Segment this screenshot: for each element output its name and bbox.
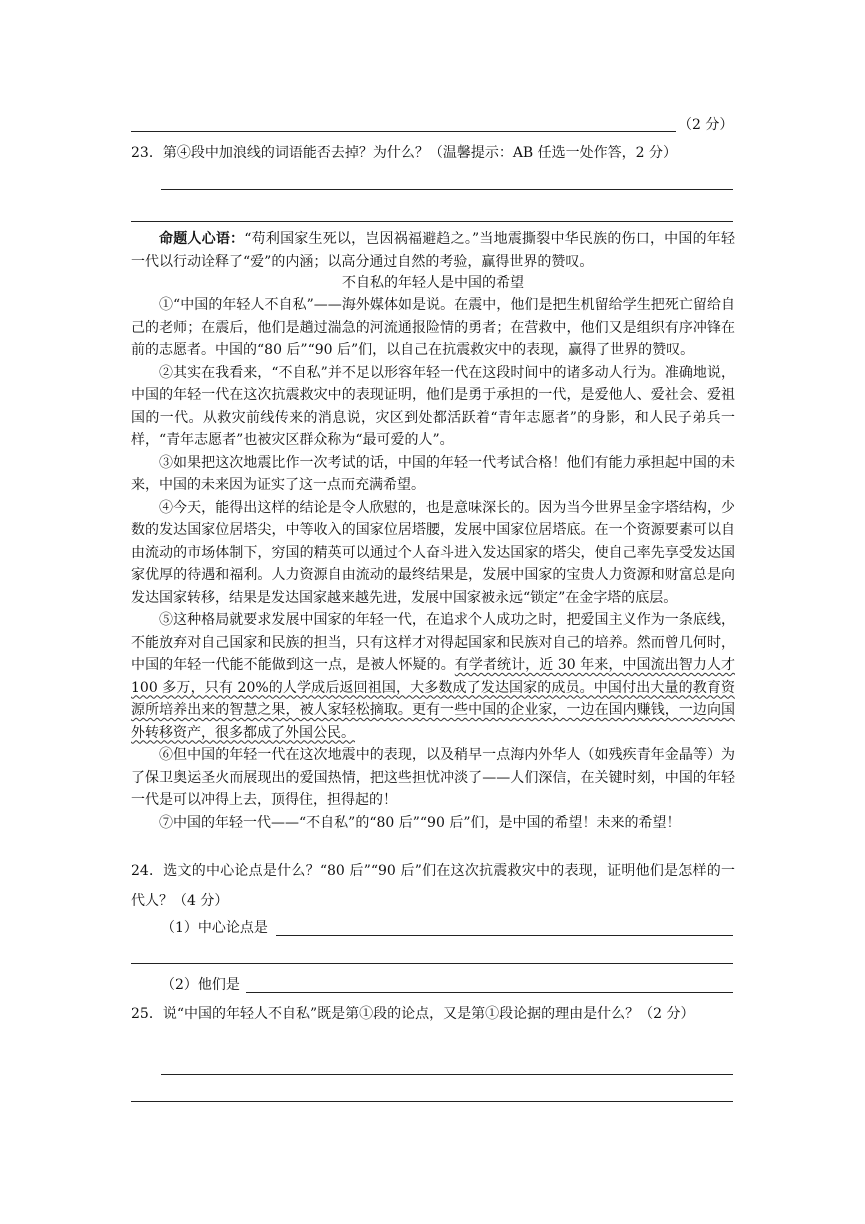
paragraph-5-text: ⑤这种格局就要求发展中国家的年轻一代，在追求个人成功之时，把爱国主义作为一条底线，不能放弃对自己国家和民族的担当，只有这样才对得起国家和民族对自己的培养。然而曾几何时，中国的年轻一代能不能做到这一点，是被人怀疑的。 <box>131 612 735 673</box>
paragraph-7: ⑦中国的年轻一代——“不自私”的“80 后”“90 后”们，是中国的希望！未来的希望！ <box>159 814 681 831</box>
essay-body <box>131 294 735 834</box>
essay-title: 不自私的年轻人是中国的希望 <box>342 275 524 291</box>
paragraph-1: ①“中国的年轻人不自私”——海外媒体如是说。在震中，他们是把生机留给学生把死亡留给自己的老师；在震后，他们是趟过湍急的河流通报险情的勇者；在营救中，他们又是组织有序冲锋在前的志愿者。中国的“80 后”“90 后”们，以自己在抗震救灾中的表现，赢得了世界的赞叹。 <box>131 297 735 358</box>
q24-part2-label: （2）他们是 <box>161 977 240 993</box>
q22-answer-line[interactable] <box>131 131 676 132</box>
paragraph-2: ②其实在我看来，“不自私”并不足以形容年轻一代在这段时间中的诸多动人行为。准确地说，中国的年轻一代在这次抗震救灾中的表现证明，他们是勇于承担的一代，是爱他人、爱社会、爱祖国的一代。从救灾前线传来的消息说，灾区到处都活跃着“青年志愿者”的身影，和人民子弟兵一样，“青年志愿者”也被灾区群众称为“最可爱的人”。 <box>131 364 735 448</box>
wavy-underlined-text: 有学者统计，近 30 年来，中国流出智力人才 100 多万，只有 20%的人学成后返回祖国，大多数成了发达国家的成员。中国付出大量的教育资源所培养出来的智慧之果，被人家轻松摘取。更有一些中国的企业家，一边在国内赚钱，一边向国外转移资产，很多都成了外国公民。 <box>131 657 735 741</box>
q24-part1-answer-line[interactable] <box>276 935 733 936</box>
q24-question: 24．选文的中心论点是什么？“80 后”“90 后”们在这次抗震救灾中的表现，证明他们是怎样的一代人？（4 分） <box>131 863 735 909</box>
author-note-text: “苟利国家生死以，岂因祸福避趋之。”当地震撕裂中华民族的伤口，中国的年轻一代以行动诠释了“爱”的内涵；以高分通过自然的考验，赢得世界的赞叹。 <box>131 231 736 270</box>
q23-question: 23．第④段中加浪线的词语能否去掉？为什么？（温馨提示：AB 任选一处作答，2 分） <box>131 145 678 161</box>
paragraph-5 <box>131 609 735 744</box>
q24-part1-answer-line-2[interactable] <box>131 963 733 964</box>
q22-score: （2 分） <box>678 117 734 133</box>
q23-answer-line-1[interactable] <box>161 189 733 190</box>
q24-part2-answer-line[interactable] <box>246 992 733 993</box>
author-note <box>131 228 735 273</box>
paragraph-3: ③如果把这次地震比作一次考试的话，中国的年轻一代考试合格！他们有能力承担起中国的未来，中国的未来因为证实了这一点而充满希望。 <box>131 454 735 493</box>
q25-answer-line-1[interactable] <box>161 1074 733 1075</box>
q25-answer-line-2[interactable] <box>131 1101 733 1102</box>
paragraph-6: ⑥但中国的年轻一代在这次地震中的表现，以及稍早一点海内外华人（如残疾青年金晶等）为了保卫奥运圣火而展现出的爱国热情，把这些担忧冲淡了——人们深信，在关键时刻，中国的年轻一代是可以冲得上去，顶得住，担得起的！ <box>131 747 735 808</box>
q23-answer-line-2[interactable] <box>131 221 733 222</box>
author-note-label: 命题人心语： <box>159 231 245 247</box>
q24-part1-label: （1）中心论点是 <box>161 920 268 936</box>
q25-question: 25．说“中国的年轻人不自私”既是第①段的论点，又是第①段论据的理由是什么？（2 分） <box>131 1006 695 1022</box>
paragraph-4: ④今天，能得出这样的结论是令人欣慰的，也是意味深长的。因为当今世界呈金字塔结构，少数的发达国家位居塔尖，中等收入的国家位居塔腰，发展中国家位居塔底。在一个资源要素可以自由流动的市场体制下，穷国的精英可以通过个人奋斗进入发达国家的塔尖，使自己率先享受发达国家优厚的待遇和福利。人力资源自由流动的最终结果是，发展中国家的宝贵人力资源和财富总是向发达国家转移，结果是发达国家越来越先进，发展中国家被永远“锁定”在金字塔的底层。 <box>131 499 735 606</box>
